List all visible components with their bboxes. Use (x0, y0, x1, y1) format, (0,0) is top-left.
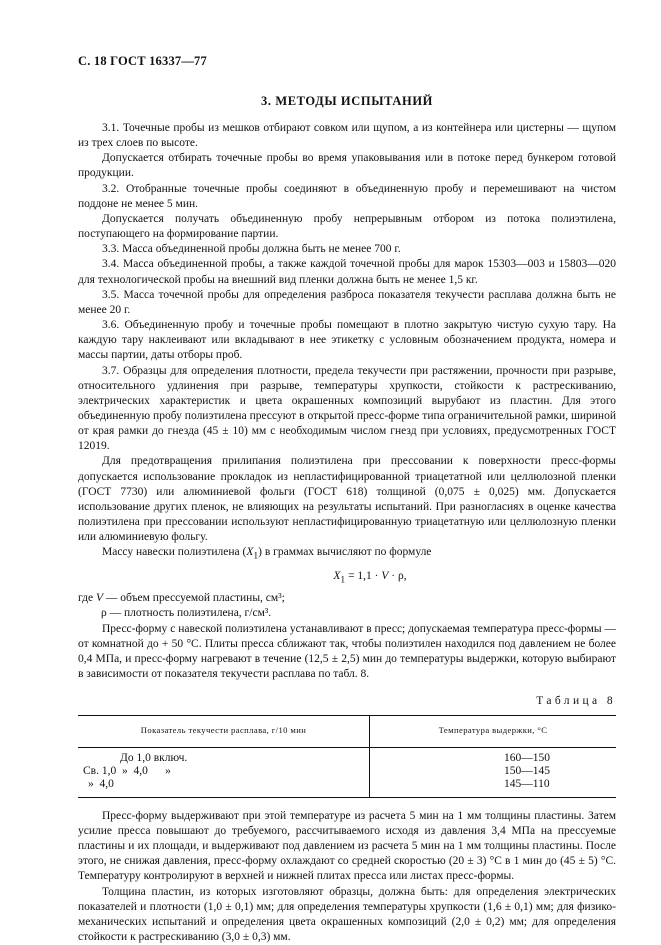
intro-text: Массу навески полиэтилена ( (102, 546, 247, 559)
mass-formula-intro (78, 545, 616, 563)
table-row (78, 747, 616, 765)
formula-lhs-subscript: 1 (340, 574, 346, 586)
formula-rhs: = 1,1 · (345, 569, 382, 582)
page-header: С. 18 ГОСТ 16337—77 (78, 54, 207, 68)
formula-subscript: 1 (253, 550, 259, 562)
document-body (78, 121, 616, 945)
temperature-cell: 150—145 (504, 764, 550, 777)
column-header-temperature: Температура выдержки, °С (370, 716, 617, 747)
formula-legend-volume (78, 591, 616, 606)
column-header-melt-flow: Показатель текучести расплава, г/10 мин (78, 716, 370, 747)
temperature-cell: 160—150 (504, 751, 550, 764)
paragraph: Пресс-форму выдерживают при этой температуре из расчета 5 мин на 1 мм толщины пластины. Затем усилие пресса повышают до требуемого, рассчитываемого исходя из давления 3,4 МПа на прессуемые пластины и их площади, и выдерживают под давлением из расчета 5 мин на 1 мм толщины пластины. После этого, не снижая давления, пресс-форму охлаждают со средней скоростью (20 ± 3) °С в 1 мин до (45 ± 5) °С. Температуру контролируют в верхней и нижней плитах пресса или листах пресс-формы. (78, 809, 616, 883)
melt-flow-temperature-table (78, 715, 616, 797)
table-caption: Таблица 8 (536, 695, 616, 708)
mass-formula (124, 569, 616, 587)
paragraph: Для предотвращения прилипания полиэтилена при прессовании к поверхности пресс-формы допускается использование прокладок из непластифицированной триацетатной или целлюлозной пленки (ГОСТ 7730) или алюминиевой фольги (ГОСТ 618) толщиной (0,075 ± 0,025) мм. Допускается использование других пленок, не влияющих на результаты испытаний. При разногласиях в оценке качества полиэтилена при прессовании используют непластифицированную триацетатную или целлюлозную пленки или алюминиевую фольгу. (78, 455, 616, 544)
paragraph: 3.5. Масса точечной пробы для определения разброса показателя текучести расплава должна быть не менее 20 г. (78, 288, 616, 316)
melt-flow-cell: До 1,0 включ. (78, 747, 370, 765)
intro-text: ) в граммах вычисляют по формуле (258, 546, 432, 559)
table-row (78, 765, 616, 778)
legend-text: — объем прессуемой пластины, см³; (103, 592, 285, 605)
paragraph: Пресс-форму с навеской полиэтилена устанавливают в пресс; допускаемая температура пресс-формы — от комнатной до + 50 °С. Плиты пресса сближают так, чтобы полиэтилен находился под давлением не более 0,4 МПа, и пресс-форму нагревают в течение (12,5 ± 2,5) мин до температуры выдержки, которую выбирают в зависимости от показателя текучести расплава по табл. 8. (78, 622, 616, 681)
melt-flow-cell: Св. 1,0 » 4,0 » (78, 765, 370, 778)
melt-flow-cell: » 4,0 (78, 778, 370, 797)
formula-lhs: X (333, 569, 341, 582)
paragraph: 3.3. Масса объединенной пробы должна быть не менее 700 г. (102, 243, 401, 256)
legend-text: где (78, 592, 96, 605)
formula-legend-density: ρ — плотность полиэтилена, г/см³. (101, 607, 272, 620)
paragraph: Допускается получать объединенную пробу непрерывным отбором из потока полиэтилена, поступающего на формирование партии. (78, 212, 616, 241)
temperature-cell: 145—110 (370, 778, 617, 797)
paragraph: Толщина пластин, из которых изготовляют образцы, должна быть: для определения электрических показателей и плотности (1,0 ± 0,1) мм; для определения температуры хрупкости (1,6 ± 0,1) мм; для физико-механических испытаний и определения цвета окрашенных композиций (2,0 ± 0,2) мм; для определения стойкости к растрескиванию (3,0 ± 0,3) мм. (78, 885, 616, 943)
formula-volume: V (381, 569, 389, 582)
formula-symbol: X (246, 546, 254, 559)
paragraph: Допускается отбирать точечные пробы во время упаковывания или в потоке перед бункером готовой продукции. (78, 152, 616, 180)
formula-rhs-end: · ρ, (388, 569, 407, 582)
paragraph: 3.6. Объединенную пробу и точечные пробы помещают в плотно закрытую чистую сухую тару. На каждую тару наклеивают или вкладывают в нее этикетку с условным обозначением продукта, номера и массы партии, даты отборы проб. (78, 319, 616, 362)
paragraph: 3.4. Масса объединенной пробы, а также каждой точечной пробы для марок 15303—003 и 15803—020 для технологической пробы на внешний вид пленки должна быть не менее 1,5 кг. (78, 258, 616, 286)
paragraph: 3.2. Отобранные точечные пробы соединяют в объединенную пробу и перемешивают на чистом поддоне не менее 5 мин. (78, 182, 616, 210)
table-header-row (78, 716, 616, 747)
paragraph: 3.1. Точечные пробы из мешков отбирают совком или щупом, а из контейнера или цистерны — щупом из трех слоев по высоте. (78, 122, 616, 150)
legend-symbol: V (95, 592, 104, 605)
section-title: 3. МЕТОДЫ ИСПЫТАНИЙ (261, 94, 433, 108)
table-row (78, 778, 616, 797)
paragraph: 3.7. Образцы для определения плотности, предела текучести при растяжении, прочности при разрыве, относительного удлинения при разрыве, температуры хрупкости, стойкости к растрескиванию, электрических характеристик и цвета окрашенных композиций вырубают из пластин. Для этого объединенную пробу полиэтилена прессуют в открытой пресс-форме типа ограничительной рамки, шириной от края рамки до гнезда (45 ± 10) мм с необходимым числом гнезд при условиях, предусмотренных ГОСТ 12019. (78, 364, 616, 453)
